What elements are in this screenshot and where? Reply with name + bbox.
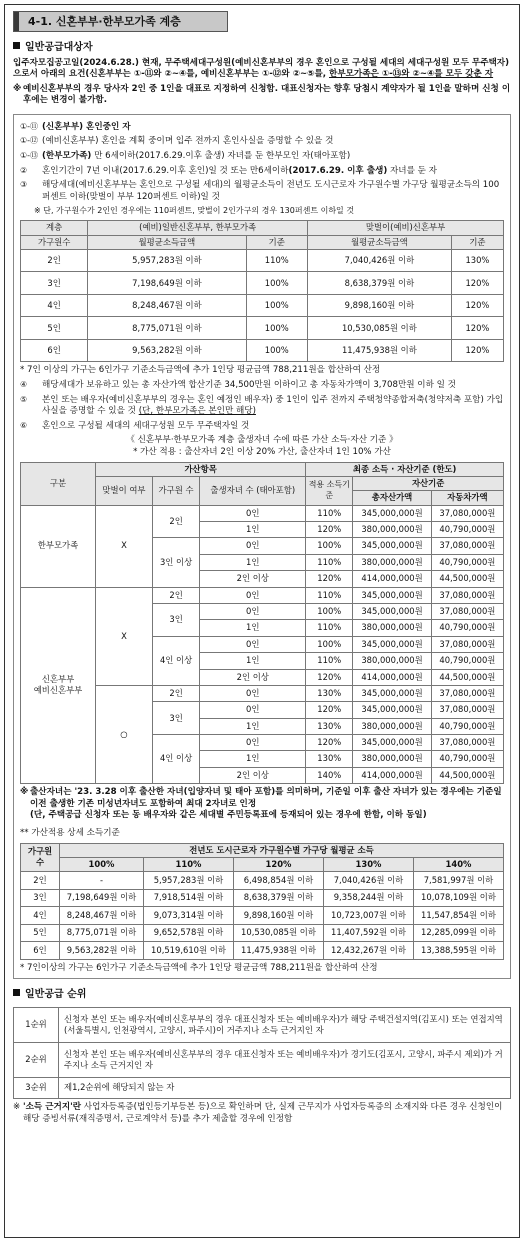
- children-cell: 0인: [200, 735, 306, 751]
- car-cell: 40,790,000원: [431, 718, 503, 734]
- table-row: [21, 907, 504, 925]
- income-cell: 9,652,578원 이하: [143, 924, 233, 942]
- table-row: [21, 942, 504, 960]
- income-cell: 110%: [306, 587, 353, 603]
- table-header-row: [21, 221, 504, 235]
- car-cell: 37,080,000원: [431, 636, 503, 652]
- household-size-cell: 2인: [21, 872, 60, 890]
- header-percent: 100%: [60, 857, 144, 871]
- criterion-6: [20, 380, 504, 392]
- income-cell: 8,248,467원 이하: [60, 907, 144, 925]
- standard-cell: 110%: [246, 249, 307, 272]
- criterion-text: (신혼부부) 혼인중인 자: [42, 121, 131, 132]
- income-table-body: [21, 249, 504, 362]
- criterion-marker: ⑤: [20, 394, 28, 404]
- household-size-cell: 2인: [21, 249, 88, 272]
- asset-cell: 380,000,000원: [353, 751, 431, 767]
- rank-description: 신청자 본인 또는 배우자(예비신혼부부의 경우 대표신청자 또는 예비배우자)가 해당 주택건설지역(김포시) 또는 연접지역(서울특별시, 인천광역시, 고양시, 파주시)이 거주지나 소득 근거지인 자: [59, 1007, 511, 1042]
- asset-cell: 345,000,000원: [353, 505, 431, 521]
- income-cell: 6,498,854원 이하: [233, 872, 323, 890]
- header-applied-income: 적용 소득기준: [306, 476, 353, 505]
- car-cell: 40,790,000원: [431, 554, 503, 570]
- criterion-3: [20, 151, 504, 163]
- criterion-text: 혼인으로 구성될 세대의 세대구성원 모두 무주택자일 것: [42, 420, 250, 431]
- car-cell: 40,790,000원: [431, 653, 503, 669]
- household-size-cell: 6인: [21, 339, 88, 362]
- dual-income-no: X: [96, 587, 153, 685]
- asset-cell: 414,000,000원: [353, 767, 431, 783]
- title-accent-strip: [14, 12, 19, 31]
- asset-cell: 345,000,000원: [353, 735, 431, 751]
- criterion-marker: ⑥: [20, 420, 28, 430]
- children-cell: 1인: [200, 718, 306, 734]
- income-cell: 11,547,854원 이하: [413, 907, 503, 925]
- car-cell: 37,080,000원: [431, 505, 503, 521]
- household-cell: 3인: [152, 702, 199, 735]
- rank-label: 2순위: [14, 1042, 59, 1077]
- header-monthly-income: 전년도 도시근로자 가구원수별 가구당 월평균 소득: [60, 843, 504, 857]
- asset-cell: 414,000,000원: [353, 571, 431, 587]
- dual-income-cell: 10,530,085원 이하: [308, 317, 452, 340]
- rank-description: 제1,2순위에 해당되지 않는 자: [59, 1077, 511, 1098]
- criterion-text: 자녀를 둔 자: [387, 165, 437, 176]
- general-supply-heading-text: 일반공급대상자: [25, 42, 93, 53]
- household-size-cell: 4인: [21, 907, 60, 925]
- household-size-cell: 5인: [21, 317, 88, 340]
- children-cell: 1인: [200, 751, 306, 767]
- income-standard-table: [20, 220, 504, 362]
- bonus-note-text: 출산자녀는 '23. 3.28 이후 출산한 자녀(입양자녀 및 태아 포함)를 의미하며, 기준일 이후 출산 자녀가 있는 경우에는 기준일 이전 출생한 기존 미성년자녀도 포함하여 최대 2자녀로 인정: [30, 787, 502, 809]
- household-size-cell: 3인: [21, 889, 60, 907]
- income-cell: 9,563,282원 이하: [60, 942, 144, 960]
- rank-heading-text: 일반공급 순위: [25, 989, 87, 1001]
- asset-cell: 345,000,000원: [353, 702, 431, 718]
- criterion-2: [20, 136, 504, 148]
- table-row: [14, 1007, 511, 1042]
- children-cell: 2인 이상: [200, 767, 306, 783]
- bonus-note-text-2: (단, 주택공급 신청자 또는 동 배우자와 같은 세대별 주민등록표에 등재되어 있는 경우에 한함, 이하 동일): [30, 810, 427, 821]
- income-cell: 8,638,379원 이하: [233, 889, 323, 907]
- dual-standard-cell: 120%: [451, 272, 503, 295]
- table-row: [21, 317, 504, 340]
- household-cell: 2인: [152, 685, 199, 701]
- income-cell: 11,407,592원 이하: [323, 924, 413, 942]
- group-single-parent: 한부모가족: [21, 505, 96, 587]
- children-cell: 0인: [200, 538, 306, 554]
- children-cell: 1인: [200, 522, 306, 538]
- header-income: 월평균소득금액: [88, 235, 246, 249]
- table-row: [21, 249, 504, 272]
- header-income: 월평균소득금액: [308, 235, 452, 249]
- criterion-text: 해당세대가 보유하고 있는 총 자산가액 합산기준 34,500만원 이하이고 총 자동차가액이 3,708만원 이하 일 것: [42, 380, 456, 391]
- children-cell: 0인: [200, 505, 306, 521]
- asset-cell: 380,000,000원: [353, 620, 431, 636]
- header-percent: 140%: [413, 857, 503, 871]
- children-cell: 1인: [200, 653, 306, 669]
- header-general: (예비)일반신혼부부, 한부모가족: [88, 221, 308, 235]
- household-cell: 3인: [152, 603, 199, 636]
- car-cell: 44,500,000원: [431, 571, 503, 587]
- header-group: 계층: [21, 221, 88, 235]
- criteria-box: [13, 114, 511, 980]
- income-cell: 130%: [306, 718, 353, 734]
- income-cell: 7,198,649원 이하: [60, 889, 144, 907]
- income-cell: 100%: [306, 603, 353, 619]
- table-row: [21, 294, 504, 317]
- table-row: [14, 1042, 511, 1077]
- header-standard: 기준: [246, 235, 307, 249]
- income-cell: 140%: [306, 767, 353, 783]
- bonus-table-subtitle: * 가산 적용 : 출산자녀 2인 이상 20% 가산, 출산자녀 1인 10% 가산: [133, 446, 391, 457]
- income-cell: 13,388,595원 이하: [413, 942, 503, 960]
- criterion-5-note: ※ 단, 가구원수가 2인인 경우에는 110퍼센트, 맞벌이 2인가구의 경우 130퍼센트 이하일 것: [34, 206, 355, 216]
- children-cell: 0인: [200, 636, 306, 652]
- table-header-row: [21, 462, 504, 476]
- dual-income-cell: 11,475,938원 이하: [308, 339, 452, 362]
- header-standard: 기준: [451, 235, 503, 249]
- household-cell: 4인 이상: [152, 735, 199, 784]
- criterion-4: [20, 166, 504, 178]
- car-cell: 44,500,000원: [431, 767, 503, 783]
- detail-table-title: ** 가산적용 상세 소득기준: [20, 828, 120, 839]
- household-size-cell: 4인: [21, 294, 88, 317]
- asset-cell: 345,000,000원: [353, 685, 431, 701]
- income-cell: 110%: [306, 653, 353, 669]
- header-dual-income: 맞벌이 여부: [96, 476, 153, 505]
- asset-cell: 380,000,000원: [353, 718, 431, 734]
- table-row: [21, 872, 504, 890]
- income-cell: 7,040,426원 이하: [323, 872, 413, 890]
- income-cell: 120%: [306, 571, 353, 587]
- car-cell: 37,080,000원: [431, 702, 503, 718]
- table-row: [21, 339, 504, 362]
- criterion-5: [20, 180, 504, 203]
- children-cell: 2인 이상: [200, 571, 306, 587]
- criterion-marker: ①-⑬: [20, 151, 39, 161]
- standard-cell: 100%: [246, 339, 307, 362]
- criterion-marker: ③: [20, 180, 28, 190]
- intro-note-text: 예비신혼부부의 경우 당사자 2인 중 1인을 대표로 지정하여 신청함. 대표신청자는 향후 당첨시 계약자가 될 1인을 말하며 신청 이후에는 변경이 불가함.: [23, 83, 511, 106]
- group-pre-newlywed-label: 예비신혼부부: [33, 685, 83, 696]
- criterion-text: (예비신혼부부) 혼인을 계획 중이며 입주 전까지 혼인사실을 증명할 수 있을 것: [42, 136, 334, 147]
- bonus-table-body: [21, 505, 504, 784]
- rank-table: [13, 1007, 511, 1099]
- income-cell: 100%: [306, 538, 353, 554]
- income-cell: 120%: [306, 735, 353, 751]
- section-title: 4-1. 신혼부부·한부모가족 계층: [28, 15, 181, 28]
- rank-note-text: 사업자등록증(법인등기부등본 등)으로 확인하며 단, 실제 근무지가 사업자등록증의 소재지와 다른 경우 신청인이 해당 증빙서류(재직증명서, 근로계약서 등)를 추가 제출할 경우에 인정함: [23, 1101, 503, 1124]
- criterion-text: 혼인기간이 7년 이내(2017.6.29.이후 혼인)일 것 또는 만6세이하: [42, 165, 289, 176]
- dual-standard-cell: 120%: [451, 294, 503, 317]
- intro-paragraph: [13, 58, 511, 81]
- income-cell: 120%: [306, 522, 353, 538]
- household-cell: 3인 이상: [152, 538, 199, 587]
- asset-cell: 414,000,000원: [353, 669, 431, 685]
- asset-cell: 345,000,000원: [353, 636, 431, 652]
- dual-income-cell: 7,040,426원 이하: [308, 249, 452, 272]
- dual-standard-cell: 120%: [451, 339, 503, 362]
- header-household: 가구원 수: [152, 476, 199, 505]
- detail-income-table: [20, 843, 504, 960]
- section-title-bar: [13, 11, 228, 32]
- asset-cell: 345,000,000원: [353, 603, 431, 619]
- criterion-marker: ④: [20, 380, 28, 390]
- rank-note-bold: '소득 근거지'란: [23, 1101, 82, 1112]
- reference-mark-icon: ※: [13, 1101, 21, 1112]
- income-cell: 5,957,283원 이하: [88, 249, 246, 272]
- dual-income-cell: 8,638,379원 이하: [308, 272, 452, 295]
- rank-label: 1순위: [14, 1007, 59, 1042]
- table-row: [21, 505, 504, 521]
- criterion-bold-text: (2017.6.29. 이후 출생): [288, 165, 388, 176]
- table-header-row: [21, 857, 504, 871]
- dual-standard-cell: 130%: [451, 249, 503, 272]
- header-percent: 130%: [323, 857, 413, 871]
- intro-note: [13, 84, 511, 107]
- criterion-text: 본인 또는 배우자(예비신혼부부의 경우는 혼인 예정인 배우자) 중 1인이 입주 전까지 주택청약종합저축(청약저축 포함) 가입사실을 증명할 수 있을 것: [42, 394, 504, 417]
- bonus-table-title: 《 신혼부부·한부모가족 계층 출생자녀 수에 따른 가산 소득·자산 기준 》: [126, 435, 398, 446]
- income-cell: 7,918,514원 이하: [143, 889, 233, 907]
- income-cell: 9,073,314원 이하: [143, 907, 233, 925]
- reference-mark-icon: ※: [20, 787, 29, 798]
- car-cell: 40,790,000원: [431, 522, 503, 538]
- children-cell: 0인: [200, 702, 306, 718]
- car-cell: 44,500,000원: [431, 669, 503, 685]
- children-cell: 2인 이상: [200, 669, 306, 685]
- table-row: [21, 924, 504, 942]
- car-cell: 37,080,000원: [431, 685, 503, 701]
- dual-income-yes: ○: [96, 685, 153, 783]
- dual-standard-cell: 120%: [451, 317, 503, 340]
- income-cell: 8,775,071원 이하: [88, 317, 246, 340]
- household-size-cell: 6인: [21, 942, 60, 960]
- income-cell: 7,581,997원 이하: [413, 872, 503, 890]
- asset-cell: 345,000,000원: [353, 587, 431, 603]
- table-header-row: [21, 235, 504, 249]
- header-total-asset: 총자산가액: [353, 491, 431, 505]
- reference-mark-icon: ※: [13, 83, 22, 94]
- income-cell: 10,723,007원 이하: [323, 907, 413, 925]
- general-supply-heading: [13, 41, 511, 55]
- car-cell: 37,080,000원: [431, 603, 503, 619]
- criterion-marker: ①-⑫: [20, 136, 39, 146]
- header-asset: 자산기준: [353, 476, 504, 490]
- children-cell: 0인: [200, 587, 306, 603]
- car-cell: 40,790,000원: [431, 751, 503, 767]
- criterion-marker: ②: [20, 165, 28, 175]
- detail-table-body: [21, 872, 504, 960]
- criterion-text: 해당세대(예비신혼부부는 혼인으로 구성될 세대)의 월평균소득이 전년도 도시근로자 가구원수별 가구당 월평균소득의 100퍼센트 이하(맞벌이 부부 120퍼센트 이하)일 것: [42, 180, 500, 202]
- intro-text: 입주자모집공고일(2024.6.28.) 현재, 무주택세대구성원(예비신혼부부의 경우 혼인으로 구성될 세대의 세대구성원 모두 무주택자)으로서 아래의 요건(신혼부부는 ①-⑪와 ②~④를, 예비신혼부부는 ①-⑫와 ②~⑤를,: [13, 57, 510, 80]
- group-newlywed-label: 신혼부부: [41, 674, 75, 685]
- income-cell: 7,198,649원 이하: [88, 272, 246, 295]
- dual-income-cell: 9,898,160원 이하: [308, 294, 452, 317]
- header-dual-income: 맞벌이(예비)신혼부부: [308, 221, 504, 235]
- criterion-marker: ①-⑪: [20, 121, 39, 131]
- car-cell: 37,080,000원: [431, 538, 503, 554]
- car-cell: 37,080,000원: [431, 735, 503, 751]
- household-cell: 2인: [152, 505, 199, 538]
- rank-note: [13, 1102, 511, 1125]
- square-bullet-icon: [13, 42, 20, 49]
- header-household-size: 가구원 수: [21, 843, 60, 872]
- criterion-text: 만 6세이하(2017.6.29.이후 출생) 자녀를 둔 한부모인 자(태아포함): [91, 151, 351, 162]
- criterion-bold-text: (한부모가족): [42, 151, 92, 162]
- children-cell: 1인: [200, 620, 306, 636]
- standard-cell: 100%: [246, 317, 307, 340]
- document-page: [4, 4, 520, 1238]
- table-row: [21, 272, 504, 295]
- header-percent: 120%: [233, 857, 323, 871]
- household-cell: 4인 이상: [152, 636, 199, 685]
- table-row: [14, 1077, 511, 1098]
- bonus-table-note: [20, 787, 504, 822]
- income-cell: 130%: [306, 751, 353, 767]
- children-cell: 0인: [200, 603, 306, 619]
- income-cell: 10,519,610원 이하: [143, 942, 233, 960]
- children-cell: 1인: [200, 554, 306, 570]
- income-cell: 100%: [306, 636, 353, 652]
- bonus-criteria-table: [20, 462, 504, 785]
- income-cell: 110%: [306, 620, 353, 636]
- car-cell: 37,080,000원: [431, 587, 503, 603]
- income-table-note: * 7인 이상의 가구는 6인가구 기준소득금액에 추가 1인당 평균금액 788,211원을 합산하여 산정: [20, 365, 381, 376]
- asset-cell: 380,000,000원: [353, 554, 431, 570]
- asset-cell: 345,000,000원: [353, 538, 431, 554]
- income-cell: 110%: [306, 505, 353, 521]
- standard-cell: 100%: [246, 272, 307, 295]
- income-cell: 130%: [306, 685, 353, 701]
- standard-cell: 100%: [246, 294, 307, 317]
- asset-cell: 380,000,000원: [353, 653, 431, 669]
- income-cell: 12,285,099원 이하: [413, 924, 503, 942]
- car-cell: 40,790,000원: [431, 620, 503, 636]
- household-size-cell: 5인: [21, 924, 60, 942]
- header-division: 구분: [21, 462, 96, 505]
- household-cell: 2인: [152, 587, 199, 603]
- group-newlywed: [21, 587, 96, 784]
- rank-description: 신청자 본인 또는 배우자(예비신혼부부의 경우 대표신청자 또는 예비배우자)가 경기도(김포시, 고양시, 파주시 제외)가 거주지나 소득 근거지인 자: [59, 1042, 511, 1077]
- income-cell: 9,898,160원 이하: [233, 907, 323, 925]
- household-size-cell: 3인: [21, 272, 88, 295]
- income-cell: 120%: [306, 669, 353, 685]
- header-final-limit: 최종 소득 · 자산기준 (한도): [306, 462, 504, 476]
- criterion-1: [20, 122, 504, 134]
- header-household-size: 가구원수: [21, 235, 88, 249]
- square-bullet-icon: [13, 989, 20, 996]
- rank-table-body: [14, 1007, 511, 1098]
- income-cell: 110%: [306, 554, 353, 570]
- rank-heading: [13, 988, 511, 1002]
- table-row: [21, 889, 504, 907]
- children-cell: 0인: [200, 685, 306, 701]
- income-cell: 12,432,267원 이하: [323, 942, 413, 960]
- criterion-underlined-text: (단, 한부모가족은 본인만 해당): [138, 406, 256, 417]
- criterion-7: [20, 395, 504, 418]
- table-header-row: [21, 843, 504, 857]
- header-percent: 110%: [143, 857, 233, 871]
- income-cell: 8,248,467원 이하: [88, 294, 246, 317]
- header-children: 출생자녀 수 (태아포함): [200, 476, 306, 505]
- income-cell: -: [60, 872, 144, 890]
- header-car-value: 자동차가액: [431, 491, 503, 505]
- income-cell: 9,358,244원 이하: [323, 889, 413, 907]
- intro-underlined-text: 한부모가족은 ①-⑬와 ②~④를 모두 갖춘 자: [329, 69, 494, 80]
- income-cell: 11,475,938원 이하: [233, 942, 323, 960]
- table-row: [21, 587, 504, 603]
- income-cell: 9,563,282원 이하: [88, 339, 246, 362]
- header-bonus-items: 가산항목: [96, 462, 306, 476]
- detail-table-note: * 7인이상의 가구는 6인가구 기준소득금액에 추가 1인당 평균금액 788,211원을 합산하여 산정: [20, 962, 378, 973]
- income-cell: 10,078,109원 이하: [413, 889, 503, 907]
- dual-income-no: X: [96, 505, 153, 587]
- income-cell: 5,957,283원 이하: [143, 872, 233, 890]
- criterion-8: [20, 421, 504, 433]
- income-cell: 8,775,071원 이하: [60, 924, 144, 942]
- income-cell: 120%: [306, 702, 353, 718]
- rank-label: 3순위: [14, 1077, 59, 1098]
- income-cell: 10,530,085원 이하: [233, 924, 323, 942]
- asset-cell: 380,000,000원: [353, 522, 431, 538]
